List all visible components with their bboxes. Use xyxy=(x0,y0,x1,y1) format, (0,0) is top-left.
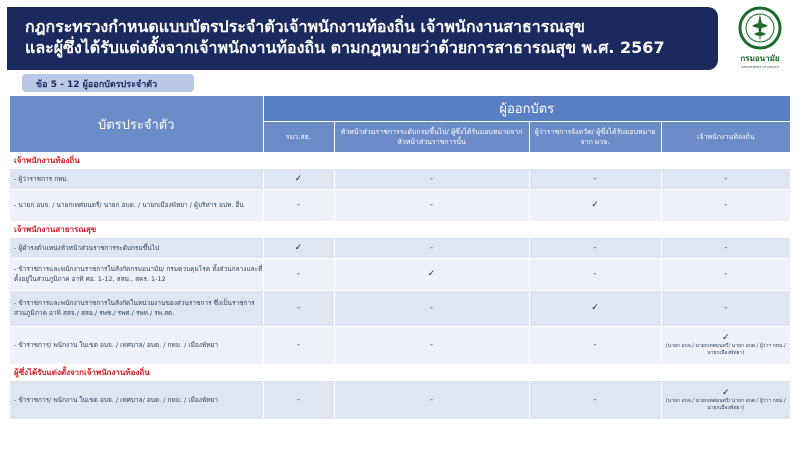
table-row xyxy=(10,189,790,221)
row-label: - ข้าราชการและพนักงานราชการในสังกัดในหน่วยงานของส่วนราชการ ซึ่งเป็นราชการส่วนภูมิภาค อาทิ สสจ./ สสอ./ รพช./ รพศ./ รพท./ รพ.สต. xyxy=(10,290,263,326)
appointing-officer-note: (นายก อบจ./ นายกเทศมนตรี/ นายก อบต./ ผู้ว่าฯ กทม./ นายกเมืองพัทยา) xyxy=(665,343,786,356)
dash-mark: - xyxy=(263,381,334,419)
dash-mark: - xyxy=(334,169,529,189)
check-mark: ✓ xyxy=(721,388,730,398)
group-heading-appointed-by-local-officers: ผู้ซึ่งได้รับแต่งตั้งจากเจ้าพนักงานท้องถิ่น xyxy=(10,364,790,381)
check-mark: ✓ xyxy=(263,169,334,189)
dash-mark: - xyxy=(263,258,334,290)
check-mark-cell xyxy=(661,326,790,364)
check-mark: ✓ xyxy=(529,189,661,221)
dash-mark: - xyxy=(263,326,334,364)
section-tab: ข้อ 5 - 12 ผู้ออกบัตรประจำตัว xyxy=(22,74,194,92)
row-label: - นายก อบจ. / นายกเทศมนตรี/ นายก อบต. / นายกเมืองพัทยา / ผู้บริหาร อปท. อื่น xyxy=(10,189,263,221)
table-row xyxy=(10,258,790,290)
group-heading-public-health-officers: เจ้าพนักงานสาธารณสุข xyxy=(10,221,790,238)
dash-mark: - xyxy=(661,238,790,258)
health-emblem-icon xyxy=(738,6,782,50)
row-label: - ผู้ว่าราชการ กทม. xyxy=(10,169,263,189)
dash-mark: - xyxy=(661,169,790,189)
check-mark: ✓ xyxy=(529,290,661,326)
dash-mark: - xyxy=(334,290,529,326)
dash-mark: - xyxy=(334,189,529,221)
card-column-header: บัตรประจำตัว xyxy=(10,96,263,152)
dash-mark: - xyxy=(661,189,790,221)
dash-mark: - xyxy=(529,258,661,290)
row-label: - ข้าราชการ/ พนักงาน ในเขต อบจ. / เทศบาล/ อบต. / กทม. / เมืองพัทยา xyxy=(10,326,263,364)
group-heading-local-officers: เจ้าพนักงานท้องถิ่น xyxy=(10,152,790,169)
department-of-health-logo xyxy=(726,6,794,72)
dash-mark: - xyxy=(263,290,334,326)
dash-mark: - xyxy=(661,258,790,290)
table-row xyxy=(10,381,790,419)
check-mark: ✓ xyxy=(721,333,730,343)
check-mark: ✓ xyxy=(263,238,334,258)
dash-mark: - xyxy=(529,238,661,258)
table-row xyxy=(10,238,790,258)
logo-name: กรมอนามัย xyxy=(740,54,780,63)
dash-mark: - xyxy=(529,326,661,364)
column-header-minister: รมว.สธ. xyxy=(263,121,334,152)
column-header-department-head: หัวหน้าส่วนราชการระดับกรมขึ้นไป/ ผู้ซึ่งได้รับมอบหมายจากหัวหน้าส่วนราชการนั้น xyxy=(334,121,529,152)
check-mark: ✓ xyxy=(334,258,529,290)
dash-mark: - xyxy=(334,381,529,419)
table-row xyxy=(10,290,790,326)
row-label: - ข้าราชการและพนักงานราชการในสังกัดกรมอนามัย/ กรมควบคุมโรค ทั้งส่วนกลางและที่ตั้งอยู่ในส่วนภูมิภาค อาทิ ศอ. 1-12, สสม., สคร. 1-12 xyxy=(10,258,263,290)
slide-title xyxy=(7,7,718,70)
dash-mark: - xyxy=(334,326,529,364)
dash-mark: - xyxy=(661,290,790,326)
column-header-governor: ผู้ว่าราชการจังหวัด/ ผู้ซึ่งได้รับมอบหมายจาก ผวจ. xyxy=(529,121,661,152)
appointing-officer-note: (นายก อบจ./ นายกเทศมนตรี/ นายก อบต./ ผู้ว่าฯ กทม./ นายกเมืองพัทยา) xyxy=(665,398,786,411)
table-row xyxy=(10,169,790,189)
dash-mark: - xyxy=(529,381,661,419)
issuer-table xyxy=(10,96,790,450)
logo-subtitle: DEPARTMENT OF HEALTH xyxy=(741,65,779,69)
row-label: - ผู้ดำรงตำแหน่งหัวหน้าส่วนราชการระดับกรมขึ้นไป xyxy=(10,238,263,258)
slide-title-line-1: กฎกระทรวงกำหนดแบบบัตรประจำตัวเจ้าพนักงานท้องถิ่น เจ้าพนักงานสาธารณสุข xyxy=(25,17,585,36)
column-header-local-officer: เจ้าพนักงานท้องถิ่น xyxy=(661,121,790,152)
dash-mark: - xyxy=(263,189,334,221)
slide-title-line-2: และผู้ซึ่งได้รับแต่งตั้งจากเจ้าพนักงานท้องถิ่น ตามกฎหมายว่าด้วยการสาธารณสุข พ.ศ. 2567 xyxy=(25,38,665,57)
row-label: - ข้าราชการ/ พนักงาน ในเขต อบจ. / เทศบาล/ อบต. / กทม. / เมืองพัทยา xyxy=(10,381,263,419)
dash-mark: - xyxy=(334,238,529,258)
issuer-column-header: ผู้ออกบัตร xyxy=(263,96,790,121)
check-mark-cell xyxy=(661,381,790,419)
dash-mark: - xyxy=(529,169,661,189)
table-row xyxy=(10,326,790,364)
